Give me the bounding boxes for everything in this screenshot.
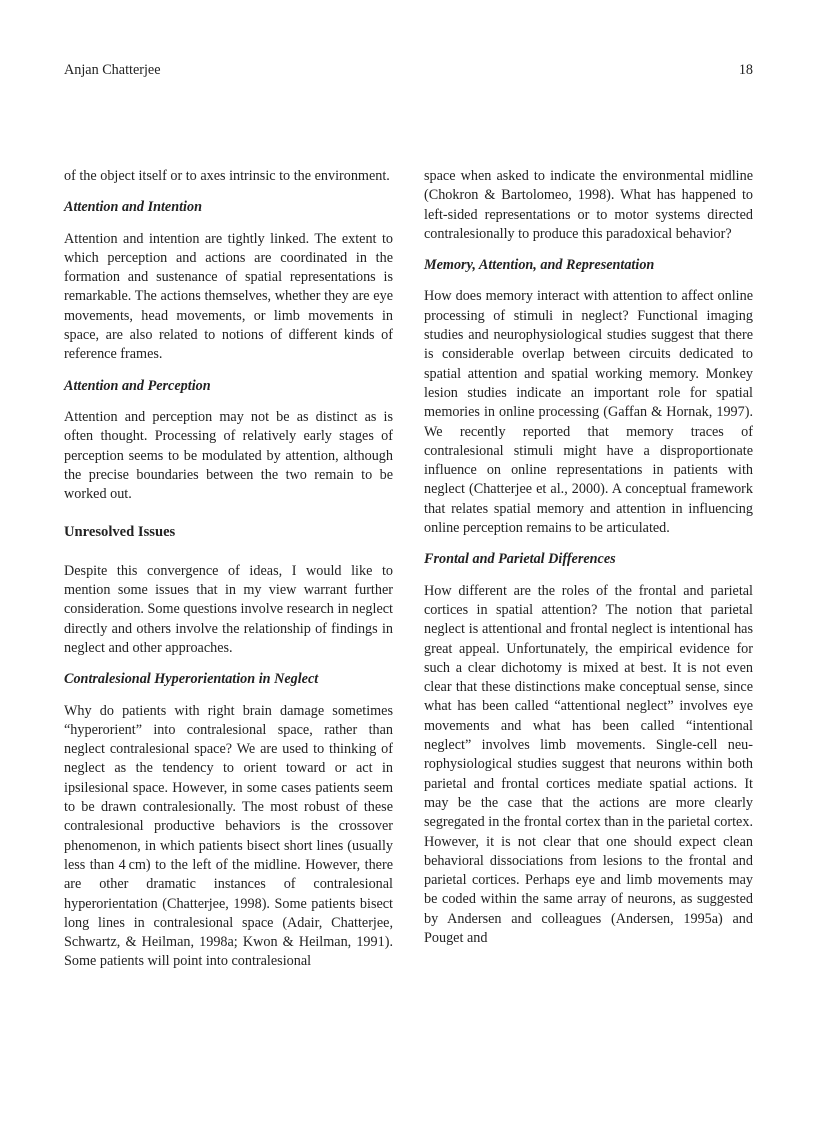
author-name: Anjan Chatterjee — [64, 62, 161, 78]
paragraph-attention-perception: Attention and perception may not be as distinct as is often thought. Processing of relatively early stages of perception seems to be modulated by attention, although the precise boundaries between the two remain to be worked out. — [64, 408, 393, 503]
right-column — [424, 167, 753, 948]
paragraph-continued: space when asked to indicate the environmental midline (Chokron & Bartolomeo, 1998). What has happened to left-sided representations or to motor systems directed contralesionally to produce this paradoxical behavior? — [424, 168, 753, 242]
subheading-attention-intention: Attention and Intention — [64, 199, 202, 216]
left-column — [64, 167, 393, 972]
section-heading-unresolved-issues: Unresolved Issues — [64, 524, 176, 541]
subheading-memory-attention-representation: Memory, Attention, and Representation — [424, 257, 655, 274]
running-header — [64, 61, 753, 79]
paragraph-frontal-parietal-differences: How different are the roles of the frontal and parietal cortices in spatial attention? The notion that parietal neglect is attentional and frontal neglect is intentional has great appeal. Unfortunately, the empirical evidence for such a clear dichotomy is mixed at best. It is not even clear that these distinctions make conceptual sense, since what has been called “attentional neglect” involves eye movements and what has been called “intentional neglect” involves limb movements. Single-cell neurophysiological studies suggest that neurons within both parietal and frontal cortices mediate spatial actions. It may be the case that the actions are more clearly segregated in the frontal cortex than in the parietal cortex. However, it is not clear that one should expect clean behavioral dissociations from lesions to the frontal and parietal cortices. Perhaps eye and limb movements may be coded within the same array of neurons, as suggested by Andersen and colleagues (Andersen, 1995a) and Pouget and — [424, 582, 753, 946]
subheading-frontal-parietal-differences: Frontal and Parietal Differences — [424, 551, 616, 568]
subheading-contralesional-hyperorientation: Contralesional Hyperorientation in Neglect — [64, 671, 319, 688]
paragraph-unresolved-issues: Despite this convergence of ideas, I would like to mention some issues that in my view warrant further consideration. Some questions involve research in neglect directly and others involve the relationship of findings in neglect and other approaches. — [64, 562, 393, 656]
paragraph-continued: of the object itself or to axes intrinsic to the environment. — [64, 168, 390, 184]
subheading-attention-perception: Attention and Perception — [64, 377, 211, 394]
paragraph-contralesional-hyperorientation: Why do patients with right brain damage sometimes “hyperorient” into contralesional space, rather than neglect contralesional space? We are used to thinking of neglect as the tendency to orient toward or act in ipsilesional space. However, in some cases patients seem to be drawn contralesionally. The most robust of these contralesional productive behaviors is the crossover phenomenon, in which patients bisect short lines (usually less than 4 cm) to the left of the midline. However, there are other dramatic instances of contralesional hyperorientation (Chatterjee, 1998). Some patients bisect long lines in contralesional space (Adair, Chatterjee, Schwartz, & Heilman, 1998a; Kwon & Heilman, 1991). Some patients will point into contralesional — [64, 702, 393, 970]
paragraph-memory-attention-representation: How does memory interact with attention to affect online processing of stimuli in neglect? Functional imaging studies and neurophysiological studies suggest that there is considerable overlap between circuits dedicated to spatial attention and spatial working memory. Monkey lesion studies indicate an important role for spatial memories in online processing (Gaffan & Hornak, 1997). We recently reported that memory traces of contralesional stimuli might have a disproportionate influence on online representations in patients with neglect (Chatterjee et al., 2000). A conceptual framework that relates spatial memory and attention in influencing online perception remains to be articulated. — [424, 288, 753, 537]
paragraph-attention-intention: Attention and intention are tightly linked. The extent to which perception and actions are coordinated in the formation and sustenance of spatial representations is remarkable. The actions themselves, whether they are eye movements, head movements, or limb movements in space, are also related to notions of different kinds of reference frames. — [64, 230, 393, 363]
page-number: 18 — [738, 62, 753, 78]
